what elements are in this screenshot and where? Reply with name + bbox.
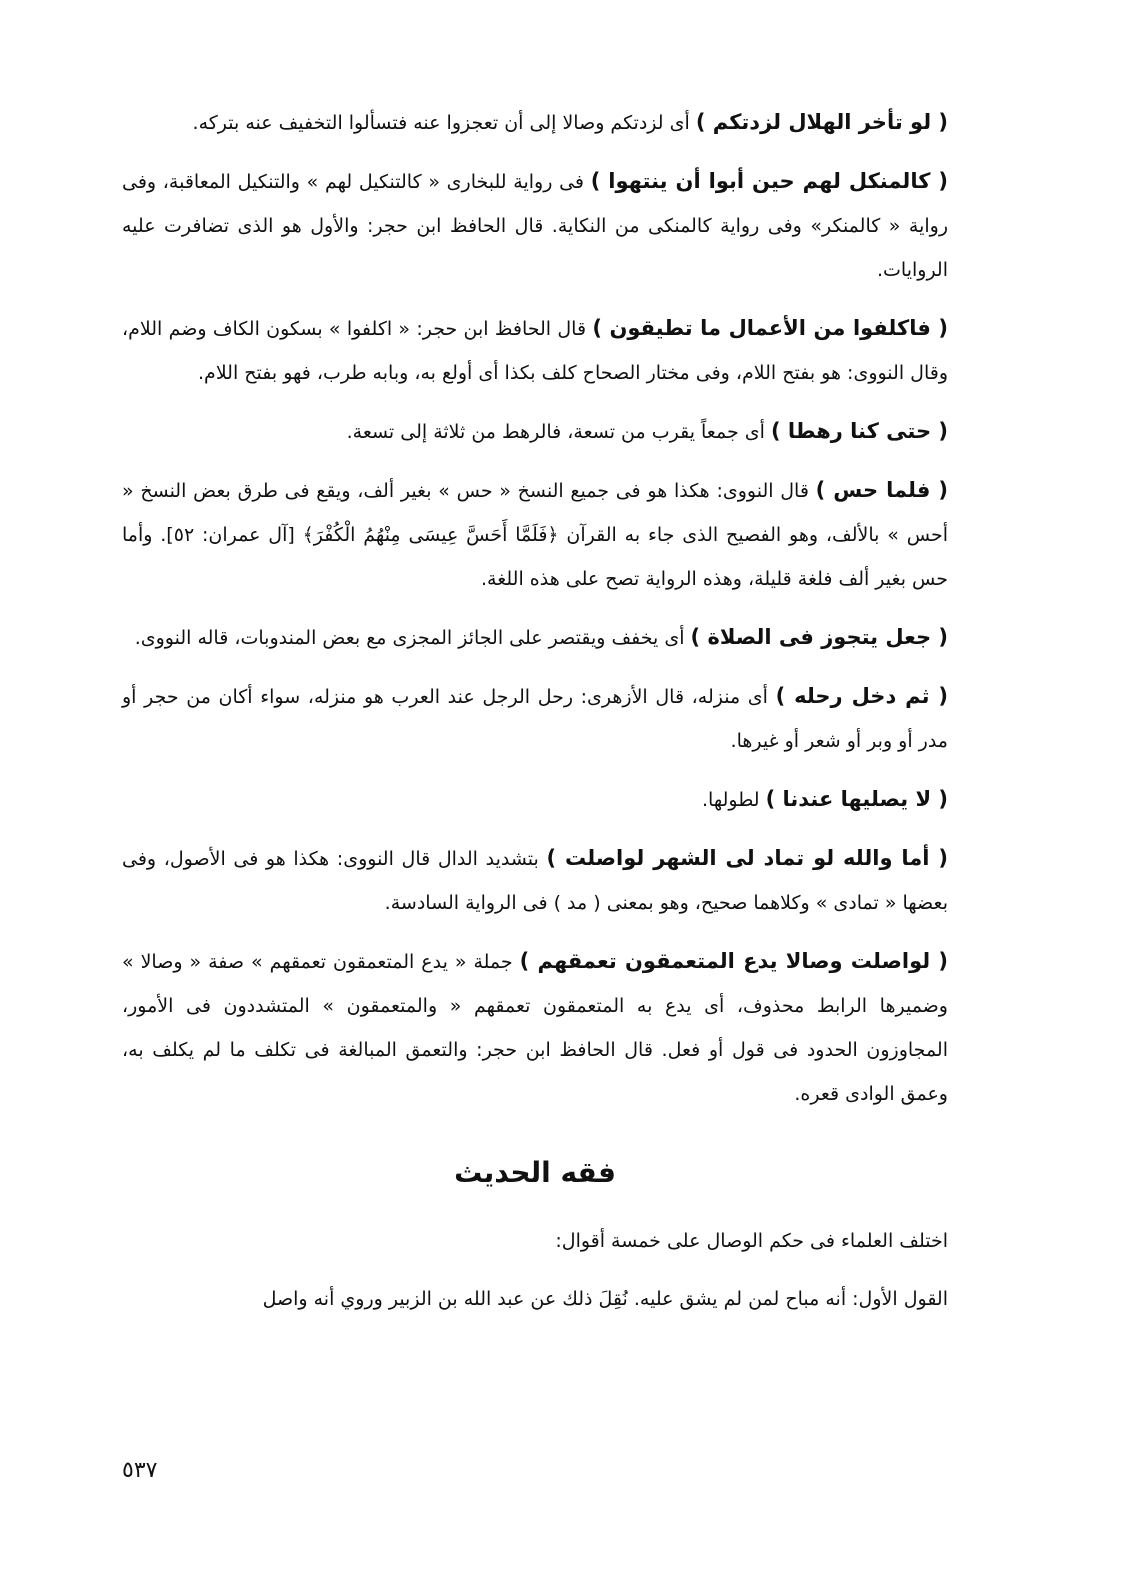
page-number: ٥٣٧ [122,1458,158,1483]
explanation-text: قال الحافظ ابن حجر: « اكلفوا » بسكون الكاف وضم اللام، وقال النووى: هو بفتح اللام، وفى مختار الصحاح كلف بكذا أى أولع به، وبابه طرب، فهو بفتح اللام. [122,318,948,384]
explanation-text: فى رواية للبخارى « كالتنكيل لهم » والتنكيل المعاقبة، وفى رواية « كالمنكر» وفى رواية كالمنكى من النكاية. قال الحافظ ابن حجر: والأول هو الذى تضافرت عليه الروايات. [122,171,948,281]
explanation-paragraph [122,674,948,763]
explanation-paragraph [122,159,948,292]
fiqh-paragraph: القول الأول: أنه مباح لمن لم يشق عليه. نُقِلَ ذلك عن عبد الله بن الزبير وروي أنه واصل [262,1288,948,1310]
hadith-term: ( لا يصليها عندنا ) [765,787,948,811]
explanation-paragraph [122,409,948,454]
hadith-term: ( لو تأخر الهلال لزدتكم ) [695,110,948,134]
explanation-text: أى لزدتكم وصالا إلى أن تعجزوا عنه فتسألوا التخفيف عنه بتركه. [192,112,696,134]
explanation-paragraph [122,615,948,660]
explanation-paragraph [122,836,948,925]
explanation-text: جملة « يدع المتعمقون تعمقهم » صفة « وصالا » وضميرها الرابط محذوف، أى يدع به المتعمقون تعمقهم « والمتعمقون » المتشددون فى الأمور، المجاوزون الحدود فى قول أو فعل. قال الحافظ ابن حجر: والتعمق المبالغة فى تكلف ما لم يكلف به، وعمق الوادى قعره. [122,951,948,1105]
hadith-term: ( أما والله لو تماد لى الشهر لواصلت ) [546,846,949,870]
hadith-term: ( لواصلت وصالا يدع المتعمقون تعمقهم ) [519,949,948,973]
explanation-text: بتشديد الدال قال النووى: هكذا هو فى الأصول، وفى بعضها « تمادى » وكلاهما صحيح، وهو بمعنى ( مد ) فى الرواية السادسة. [122,848,948,914]
explanation-paragraph [122,777,948,822]
explanation-text: أى يخفف ويقتصر على الجائز المجزى مع بعض المندوبات، قاله النووى. [134,627,691,649]
explanation-paragraph [122,468,948,601]
hadith-term: ( كالمنكل لهم حين أبوا أن ينتهوا ) [590,169,948,193]
section-heading: فقه الحديث [454,1156,616,1189]
explanation-text: أى جمعاً يقرب من تسعة، فالرهط من ثلاثة إلى تسعة. [346,421,771,443]
hadith-term: ( فاكلفوا من الأعمال ما تطيقون ) [592,316,948,340]
explanation-text: قال النووى: هكذا هو فى جميع النسخ « حس » بغير ألف، ويقع فى طرق بعض النسخ « أحس » بالألف، وهو الفصيح الذى جاء به القرآن ﴿فَلَمَّا أَحَسَّ عِيسَى مِنْهُمُ الْكُفْرَ﴾ [آل عمران: ٥٢]. وأما حس بغير ألف فلغة قليلة، وهذه الرواية تصح على هذه اللغة. [122,480,948,590]
explanation-text: أى منزله، قال الأزهرى: رحل الرجل عند العرب هو منزله، سواء أكان من حجر أو مدر أو وبر أو شعر أو غيرها. [122,686,948,752]
hadith-term: ( فلما حس ) [815,478,948,502]
explanation-paragraph [122,939,948,1116]
explanation-paragraph [122,100,948,145]
hadith-term: ( جعل يتجوز فى الصلاة ) [690,625,948,649]
hadith-term: ( حتى كنا رهطا ) [770,419,948,443]
book-page [122,100,948,1335]
explanation-text: لطولها. [702,789,766,811]
fiqh-paragraph: اختلف العلماء فى حكم الوصال على خمسة أقوال: [555,1230,948,1252]
hadith-term: ( ثم دخل رحله ) [775,684,948,708]
explanation-paragraph [122,306,948,395]
